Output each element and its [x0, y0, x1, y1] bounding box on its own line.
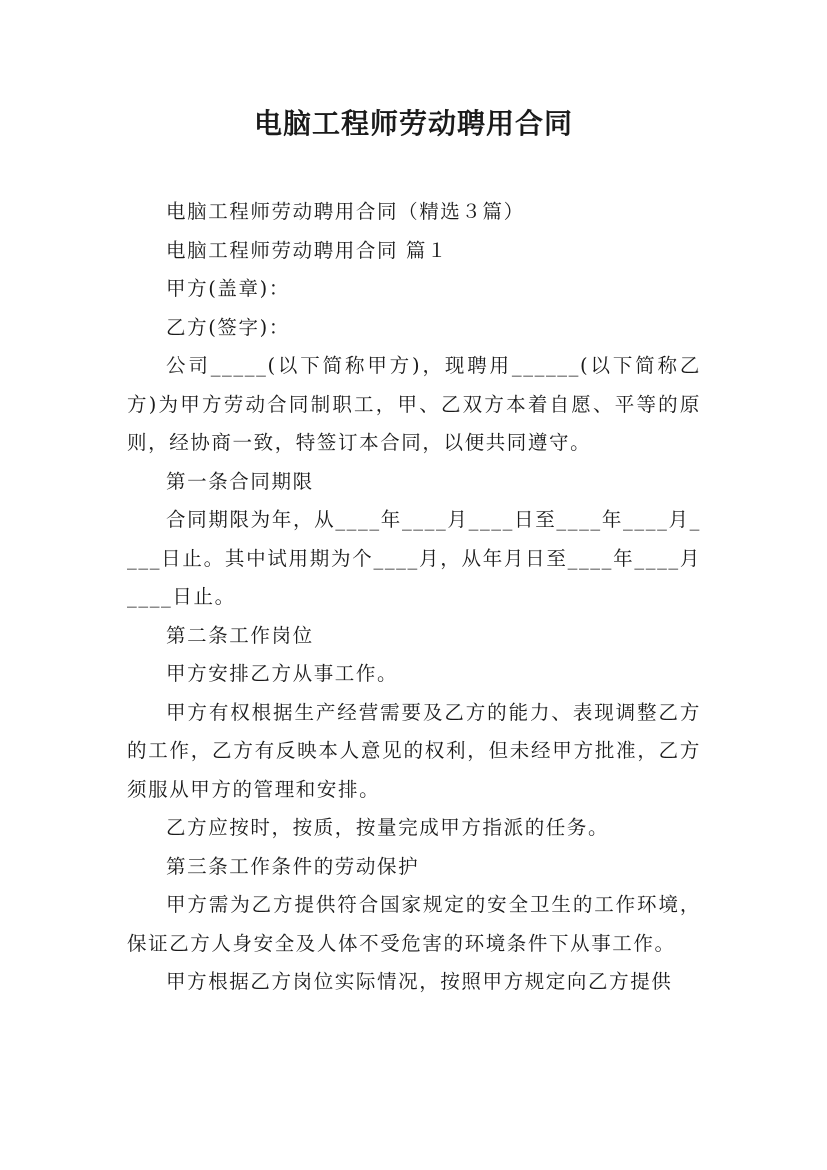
paragraph-term-details: 合同期限为年，从____年____月____日至____年____月____日止。其中试用期为个____月，从年月日至____年____月____日止。: [127, 508, 701, 608]
paragraph-collection-title: 电脑工程师劳动聘用合同（精选３篇）: [166, 200, 525, 223]
party-a-seal-line: 甲方(盖章)：: [166, 277, 290, 300]
paragraph-article-heading: 电脑工程师劳动聘用合同 篇１: [166, 238, 449, 262]
paragraph-intro: 公司_____(以下简称甲方)，现聘用______(以下简称乙方)为甲方劳动合同制职工，甲、乙双方本着自愿、平等的原则，经协商一致，特签订本合同，以便共同遵守。: [127, 354, 701, 454]
paragraph-adjustment: 甲方有权根据生产经营需要及乙方的能力、表现调整乙方的工作，乙方有反映本人意见的权利，但未经甲方批准，乙方须服从甲方的管理和安排。: [127, 700, 701, 801]
paragraph-provision: 甲方根据乙方岗位实际情况，按照甲方规定向乙方提供: [166, 970, 673, 993]
document-body: [127, 193, 701, 1002]
paragraph-assignment: 甲方安排乙方从事工作。: [166, 662, 399, 685]
document-title: 电脑工程师劳动聘用合同: [253, 107, 573, 140]
section-heading-position: 第二条工作岗位: [166, 623, 314, 647]
paragraph-task-completion: 乙方应按时，按质，按量完成甲方指派的任务。: [166, 816, 610, 839]
section-heading-conditions: 第三条工作条件的劳动保护: [166, 854, 420, 878]
party-b-signature-line: 乙方(签字)：: [166, 315, 290, 339]
paragraph-safety: 甲方需为乙方提供符合国家规定的安全卫生的工作环境，保证乙方人身安全及人体不受危害的环境条件下从事工作。: [127, 893, 701, 955]
section-heading-term: 第一条合同期限: [166, 469, 314, 493]
